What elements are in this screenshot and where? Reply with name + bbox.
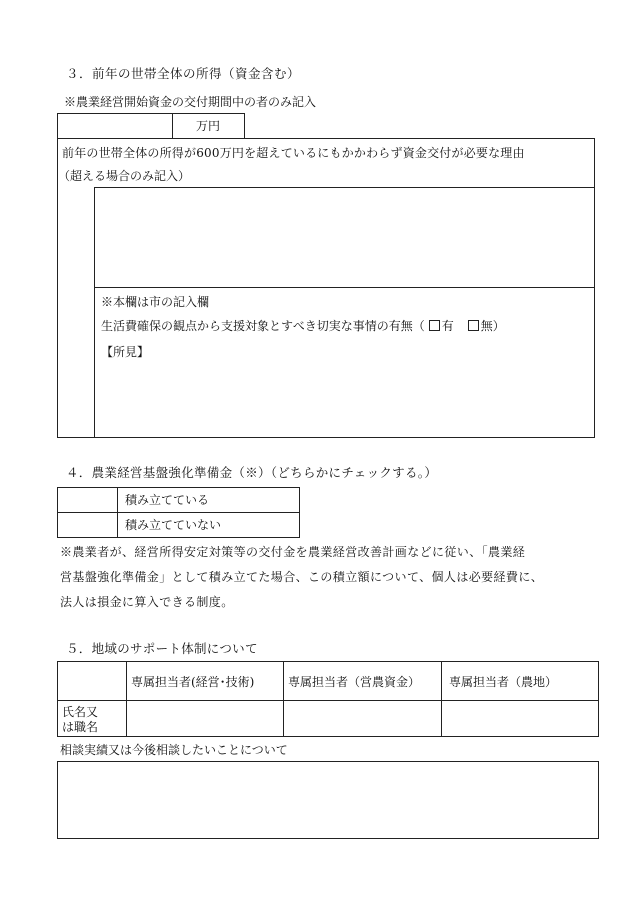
section4-note-line-2: 営基盤強化準備金」として積み立てた場合、この積立額について、個人は必要経費に、 — [60, 570, 544, 584]
opinion-input-area[interactable] — [95, 362, 594, 437]
reserve-check-cell-2[interactable] — [58, 513, 116, 537]
opinion-label: 【所見】 — [101, 345, 150, 359]
support-name-cell-3[interactable] — [442, 701, 598, 736]
section4-note-line-3: 法人は損金に算入できる制度。 — [60, 595, 234, 609]
income-unit-label: 万円 — [196, 119, 221, 133]
support-row-label-2: は職名 — [62, 720, 99, 734]
city-note: ※本欄は市の記入欄 — [101, 295, 210, 309]
reason-label: 前年の世帯全体の所得が600万円を超えているにもかかわらず資金交付が必要な理由 — [62, 146, 525, 160]
support-col-header-2: 専属担当者（営農資金） — [288, 675, 421, 689]
no-label: 無） — [480, 319, 505, 333]
reserve-option-2: 積み立てていない — [125, 518, 222, 532]
support-name-cell-2[interactable] — [284, 701, 440, 736]
circumstance-text: 生活費確保の観点から支援対象とすべき切実な事情の有無（ — [101, 319, 425, 333]
section4-note-line-1: ※農業者が、経営所得安定対策等の交付金を農業経営改善計画などに従い、「農業経 — [60, 545, 526, 559]
reserve-check-cell-1[interactable] — [58, 488, 116, 511]
reason-sub-label: （超える場合のみ記入） — [58, 169, 191, 183]
section3-heading: ３．前年の世帯全体の所得（資金含む） — [66, 66, 301, 81]
support-row-label-1: 氏名又 — [62, 705, 99, 719]
support-name-cell-1[interactable] — [127, 701, 282, 736]
circumstance-line — [101, 320, 505, 332]
consult-label: 相談実績又は今後相談したいことについて — [60, 743, 288, 757]
yes-label: 有 — [441, 319, 454, 333]
support-col-header-3: 専属担当者（農地） — [449, 675, 558, 689]
consult-input-area[interactable] — [57, 761, 599, 839]
support-col-header-1: 専属担当者(経営･技術) — [131, 675, 255, 689]
no-checkbox[interactable] — [468, 320, 479, 331]
reason-input-area[interactable] — [95, 188, 594, 287]
reserve-option-1: 積み立てている — [125, 493, 210, 507]
section5-heading: ５．地域のサポート体制について — [66, 641, 258, 656]
section4-heading: ４．農業経営基盤強化準備金（※）（どちらかにチェックする。） — [66, 465, 438, 480]
section3-note: ※農業経営開始資金の交付期間中の者のみ記入 — [64, 95, 317, 109]
yes-checkbox[interactable] — [429, 320, 440, 331]
